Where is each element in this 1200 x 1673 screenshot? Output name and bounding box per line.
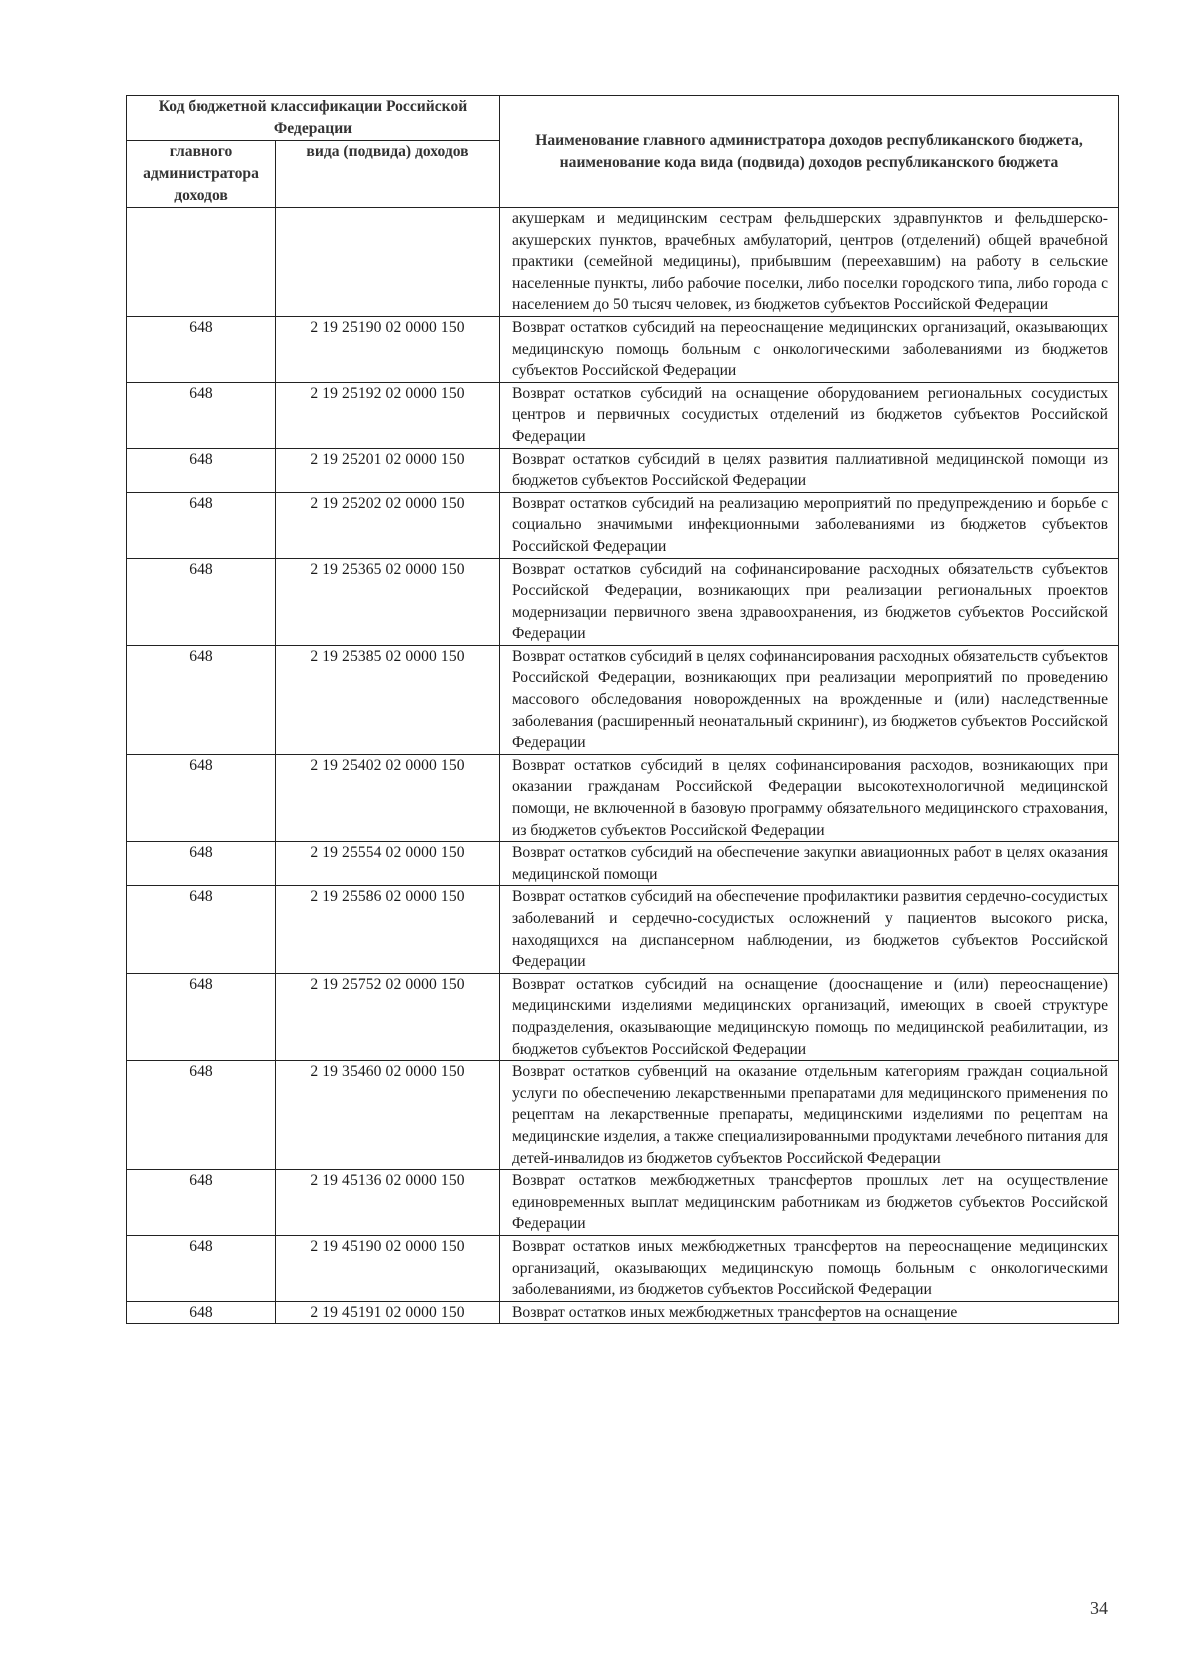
- admin-code-cell: 648: [127, 448, 276, 492]
- income-code-cell: 2 19 25202 02 0000 150: [276, 492, 500, 558]
- admin-code-cell: 648: [127, 886, 276, 973]
- table-row: [127, 492, 1119, 558]
- income-code-cell: 2 19 25192 02 0000 150: [276, 382, 500, 448]
- table-row: [127, 316, 1119, 382]
- admin-code-cell: 648: [127, 492, 276, 558]
- description-cell: Возврат остатков субсидий на переоснащение медицинских организаций, оказывающих медицинскую помощь больным с онкологическими заболеваниями из бюджетов субъектов Российской Федерации: [500, 316, 1119, 382]
- table-row: [127, 886, 1119, 973]
- description-cell: Возврат остатков иных межбюджетных трансфертов на переоснащение медицинских организаций, оказывающих медицинскую помощь больным с онкологическими заболеваниями, из бюджетов субъектов Российской Федерации: [500, 1235, 1119, 1301]
- admin-code-cell: 648: [127, 1061, 276, 1170]
- table-row: [127, 842, 1119, 886]
- admin-code-cell: 648: [127, 316, 276, 382]
- header-name-column: Наименование главного администратора доходов республиканского бюджета, наименование кода вида (подвида) доходов республиканского бюджета: [500, 96, 1119, 208]
- table-row: [127, 558, 1119, 645]
- admin-code-cell: 648: [127, 382, 276, 448]
- description-cell: Возврат остатков субсидий в целях софинансирования расходных обязательств субъектов Российской Федерации, возникающих при реализации мероприятий по проведению массового обследования новорожденных на врожденные и (или) наследственные заболевания (расширенный неонатальный скрининг), из бюджетов субъектов Российской Федерации: [500, 645, 1119, 754]
- table-row: [127, 1061, 1119, 1170]
- description-cell: акушеркам и медицинским сестрам фельдшерских здравпунктов и фельдшерско-акушерских пунктов, врачебных амбулаторий, центров (отделений) общей врачебной практики (семейной медицины), прибывшим (переехавшим) на работу в сельские населенные пункты, либо рабочие поселки, либо поселки городского типа, либо города с населением до 50 тысяч человек, из бюджетов субъектов Российской Федерации: [500, 208, 1119, 317]
- income-code-cell: 2 19 25752 02 0000 150: [276, 973, 500, 1060]
- table-row: [127, 208, 1119, 317]
- admin-code-cell: 648: [127, 973, 276, 1060]
- description-cell: Возврат остатков субсидий на обеспечение профилактики развития сердечно-сосудистых заболеваний и сердечно-сосудистых осложнений у пациентов высокого риска, находящихся на диспансерном наблюдении, из бюджетов субъектов Российской Федерации: [500, 886, 1119, 973]
- table-row: [127, 1301, 1119, 1324]
- admin-code-cell: 648: [127, 558, 276, 645]
- income-code-cell: 2 19 25554 02 0000 150: [276, 842, 500, 886]
- income-code-cell: 2 19 45191 02 0000 150: [276, 1301, 500, 1324]
- table-row: [127, 448, 1119, 492]
- description-cell: Возврат остатков субсидий на обеспечение закупки авиационных работ в целях оказания медицинской помощи: [500, 842, 1119, 886]
- income-code-cell: 2 19 25586 02 0000 150: [276, 886, 500, 973]
- income-code-cell: 2 19 35460 02 0000 150: [276, 1061, 500, 1170]
- table-row: [127, 973, 1119, 1060]
- income-code-cell: 2 19 45190 02 0000 150: [276, 1235, 500, 1301]
- income-code-cell: 2 19 25385 02 0000 150: [276, 645, 500, 754]
- description-cell: Возврат остатков субсидий на оснащение оборудованием региональных сосудистых центров и первичных сосудистых отделений из бюджетов субъектов Российской Федерации: [500, 382, 1119, 448]
- income-code-cell: 2 19 25190 02 0000 150: [276, 316, 500, 382]
- description-cell: Возврат остатков иных межбюджетных трансфертов на оснащение: [500, 1301, 1119, 1324]
- admin-code-cell: 648: [127, 754, 276, 841]
- table-row: [127, 1235, 1119, 1301]
- header-classification-code: Код бюджетной классификации Российской Федерации: [127, 96, 500, 141]
- page-number: 34: [1090, 1598, 1108, 1618]
- description-cell: Возврат остатков субсидий на реализацию мероприятий по предупреждению и борьбе с социально значимыми инфекционными заболеваниями из бюджетов субъектов Российской Федерации: [500, 492, 1119, 558]
- description-cell: Возврат остатков субсидий в целях развития паллиативной медицинской помощи из бюджетов субъектов Российской Федерации: [500, 448, 1119, 492]
- admin-code-cell: 648: [127, 1301, 276, 1324]
- description-cell: Возврат остатков субсидий в целях софинансирования расходов, возникающих при оказании гражданам Российской Федерации высокотехнологичной медицинской помощи, не включенной в базовую программу обязательного медицинского страхования, из бюджетов субъектов Российской Федерации: [500, 754, 1119, 841]
- description-cell: Возврат остатков субсидий на софинансирование расходных обязательств субъектов Российской Федерации, возникающих при реализации региональных проектов модернизации первичного звена здравоохранения, из бюджетов субъектов Российской Федерации: [500, 558, 1119, 645]
- description-cell: Возврат остатков межбюджетных трансфертов прошлых лет на осуществление единовременных выплат медицинским работникам из бюджетов субъектов Российской Федерации: [500, 1170, 1119, 1236]
- income-code-cell: 2 19 25201 02 0000 150: [276, 448, 500, 492]
- table-row: [127, 645, 1119, 754]
- income-code-cell: 2 19 45136 02 0000 150: [276, 1170, 500, 1236]
- income-code-cell: [276, 208, 500, 317]
- table-row: [127, 754, 1119, 841]
- budget-classification-table: [126, 95, 1119, 1324]
- admin-code-cell: [127, 208, 276, 317]
- admin-code-cell: 648: [127, 1170, 276, 1236]
- admin-code-cell: 648: [127, 1235, 276, 1301]
- header-type-column: вида (подвида) доходов: [276, 141, 500, 208]
- admin-code-cell: 648: [127, 645, 276, 754]
- table-row: [127, 1170, 1119, 1236]
- income-code-cell: 2 19 25402 02 0000 150: [276, 754, 500, 841]
- description-cell: Возврат остатков субсидий на оснащение (дооснащение и (или) переоснащение) медицинскими изделиями медицинских организаций, имеющих в своей структуре подразделения, оказывающие медицинскую помощь по медицинской реабилитации, из бюджетов субъектов Российской Федерации: [500, 973, 1119, 1060]
- income-code-cell: 2 19 25365 02 0000 150: [276, 558, 500, 645]
- table-row: [127, 382, 1119, 448]
- description-cell: Возврат остатков субвенций на оказание отдельным категориям граждан социальной услуги по обеспечению лекарственными препаратами для медицинского применения по рецептам на лекарственные препараты, медицинскими изделиями по рецептам на медицинские изделия, а также специализированными продуктами лечебного питания для детей-инвалидов из бюджетов субъектов Российской Федерации: [500, 1061, 1119, 1170]
- admin-code-cell: 648: [127, 842, 276, 886]
- header-admin-column: главного администратора доходов: [127, 141, 276, 208]
